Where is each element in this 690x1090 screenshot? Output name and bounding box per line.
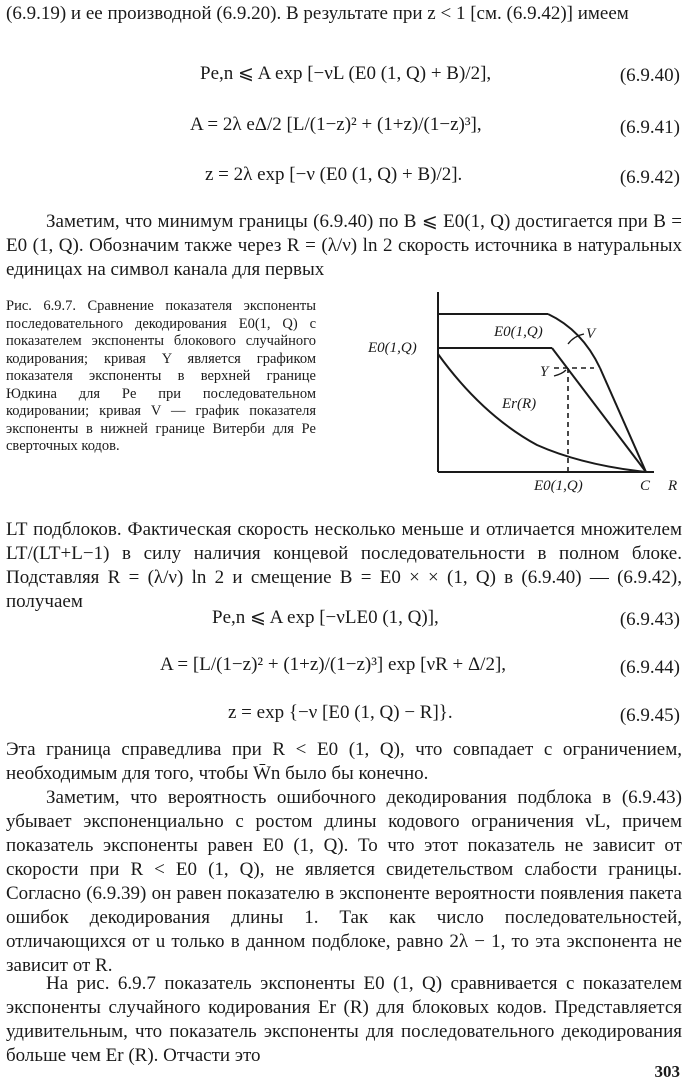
equation-6-9-40 bbox=[0, 56, 690, 94]
paragraph-3: Эта граница справедлива при R < E0 (1, Q), что совпадает с ограничением, необходимым для того, чтобы W̄n было бы конечно. bbox=[6, 739, 682, 784]
equation-6-9-41 bbox=[0, 108, 690, 146]
v-label: V bbox=[586, 326, 596, 342]
x-tick-label: E0(1,Q) bbox=[534, 478, 583, 494]
equation-number: (6.9.40) bbox=[619, 65, 680, 86]
y-axis-label: E0(1,Q) bbox=[368, 340, 417, 356]
paragraph-1: Заметим, что минимум границы (6.9.40) по B ⩽ E0(1, Q) достигается при B = E0 (1, Q). Обозначим также через R = (λ/ν) ln 2 скорость источника в натуральных единицах на символ канала для первых bbox=[6, 211, 682, 280]
paragraph-5: На рис. 6.9.7 показатель экспоненты E0 (1, Q) сравнивается с показателем экспоненты случайного кодирования Er (R) для блоковых кодов. Представляется удивительным, что показатель экспоненты для последовательного декодирования больше чем Er (R). Отчасти это bbox=[6, 973, 682, 1066]
c-label: C bbox=[640, 478, 651, 494]
equation-number: (6.9.45) bbox=[619, 705, 680, 726]
er-curve-label: Er(R) bbox=[502, 396, 537, 412]
equation-number: (6.9.42) bbox=[619, 167, 680, 188]
r-axis-label: R bbox=[668, 478, 678, 494]
equation-formula: Pe,n ⩽ A exp [−νLE0 (1, Q)], bbox=[212, 607, 439, 628]
page-number: 303 bbox=[654, 1062, 680, 1081]
paragraph-4: Заметим, что вероятность ошибочного декодирования подблока в (6.9.43) убывает экспоненциально с ростом длины кодового ограничения νL, причем показатель экспоненты равен E0 (1, Q). То что этот показатель не зависит от скорости при R < E0 (1, Q), не является свидетельством слабости границы. Согласно (6.9.39) он равен показателю в экспоненте вероятности появления пакета ошибок декодирования длины 1. Так как число последовательностей, отличающихся от u только в данном подблоке, равно 2λ − 1, то эта экспонента не зависит от R. bbox=[6, 787, 682, 976]
equation-number: (6.9.43) bbox=[619, 609, 680, 630]
equation-6-9-45 bbox=[0, 696, 690, 734]
equation-number: (6.9.41) bbox=[619, 117, 680, 138]
e0-curve-label: E0(1,Q) bbox=[494, 324, 543, 340]
equation-6-9-44 bbox=[0, 648, 690, 686]
equation-number: (6.9.44) bbox=[619, 657, 680, 678]
equation-formula: A = [L/(1−z)² + (1+z)/(1−z)³] exp [νR + Δ/2], bbox=[160, 654, 507, 675]
equation-formula: z = 2λ exp [−ν (E0 (1, Q) + B)/2]. bbox=[205, 164, 463, 185]
figure-6-9-7 bbox=[362, 290, 690, 498]
equation-formula: Pe,n ⩽ A exp [−νL (E0 (1, Q) + B)/2], bbox=[200, 63, 492, 84]
y-label: Y bbox=[540, 364, 549, 380]
equation-6-9-43 bbox=[0, 600, 690, 638]
equation-formula: z = exp {−ν [E0 (1, Q) − R]}. bbox=[228, 702, 453, 723]
equation-6-9-42 bbox=[0, 158, 690, 196]
y-arrow bbox=[554, 370, 566, 376]
equation-formula: A = 2λ eΔ/2 [L/(1−z)² + (1+z)/(1−z)³], bbox=[190, 114, 482, 135]
paragraph-2: LT подблоков. Фактическая скорость несколько меньше и отличается множителем LT/(LT+L−1) в силу наличия концевой последовательности в полном блоке. Подставляя R = (λ/ν) ln 2 и смещение B = E0 × × (1, Q) в (6.9.40) — (6.9.42), получаем bbox=[6, 519, 682, 612]
figure-caption: Рис. 6.9.7. Сравнение показателя экспоненты последовательного декодирования E0(1, Q) с показателем экспоненты блокового случайного кодирования; кривая Y является графиком показателя экспоненты в верхней границе Юдкина для Pe при последовательном кодировании; кривая V — график показателя экспоненты в нижней границе Витерби для Pe сверточных кодов. bbox=[6, 298, 316, 454]
intro-paragraph: (6.9.19) и ее производной (6.9.20). В результате при z < 1 [см. (6.9.42)] имеем bbox=[6, 3, 629, 24]
